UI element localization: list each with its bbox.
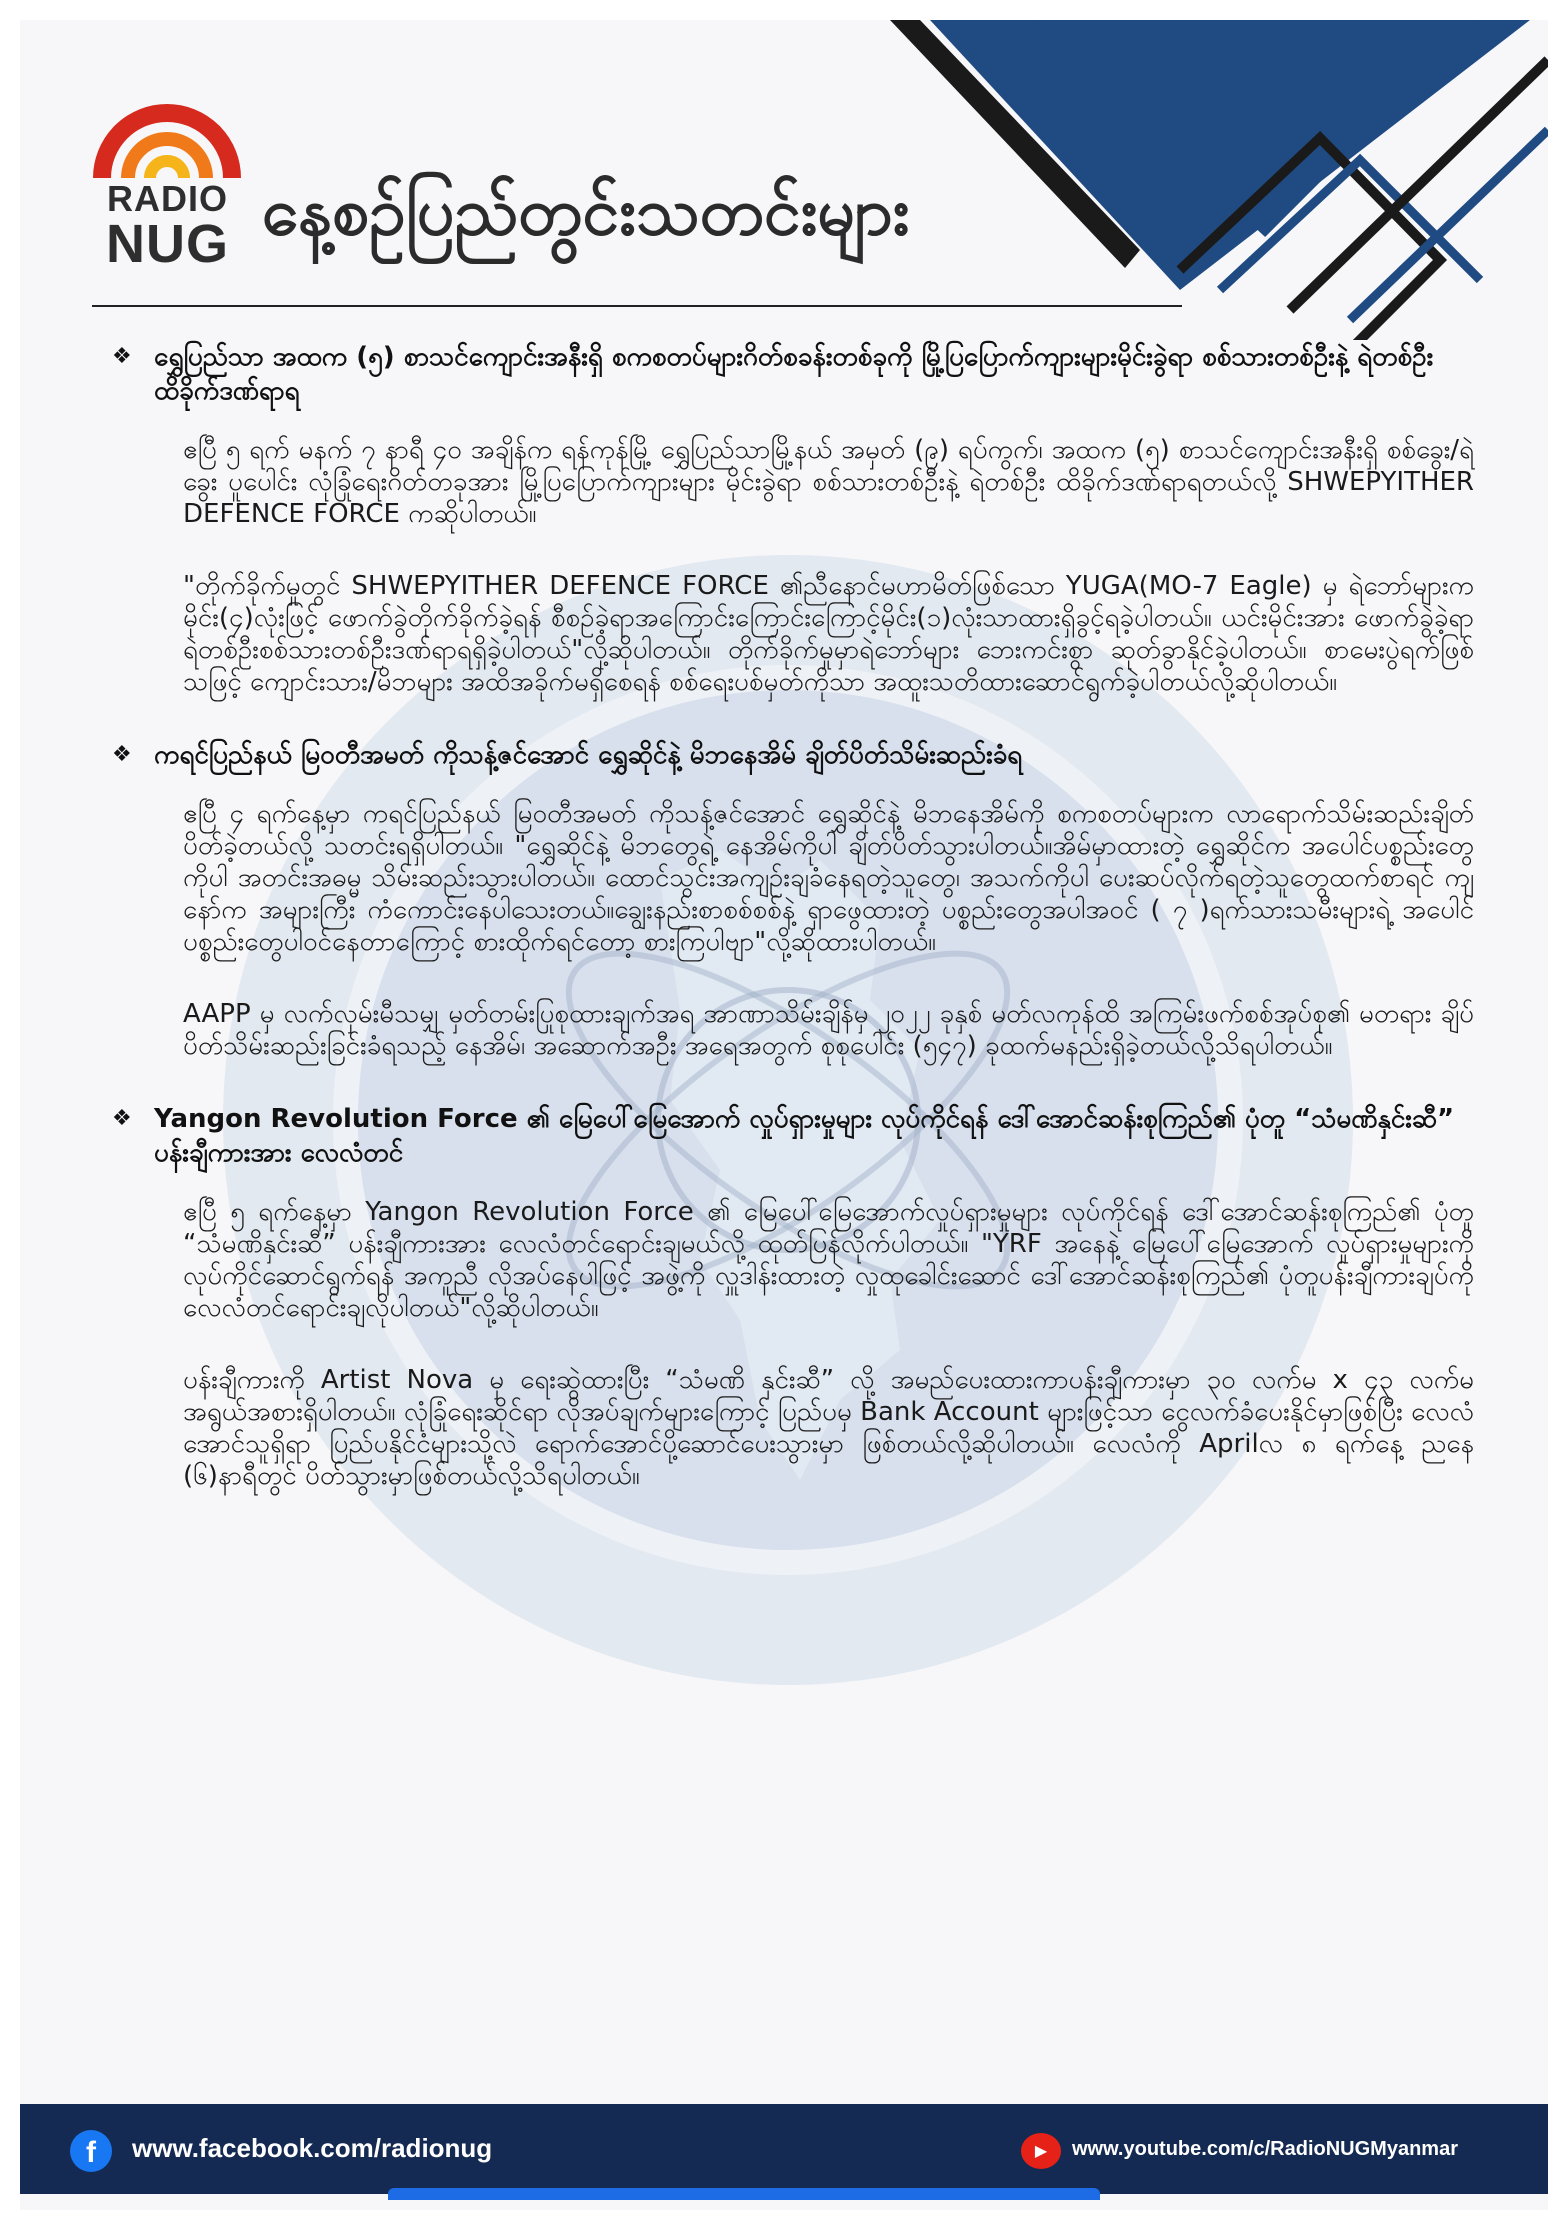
article-paragraph: AAPP မှ လက်လှမ်းမီသမျှ မှတ်တမ်းပြုစုထားချက်အရ အာဏာသိမ်းချိန်မှ ၂၀၂၂ ခုနှစ် မတ်လကုန်ထိ အကြမ်းဖက်စစ်အုပ်စု၏ မတရား ချိပ်ပိတ်သိမ်းဆည်းခြင်းခံရသည့် နေအိမ်၊ အဆောက်အဦး အရေအတွက် စုစုပေါင်း (၅၄၇) ခုထက်မနည်းရှိခဲ့တယ်လို့သိရပါတယ်။ [183, 999, 1474, 1061]
article-paragraph: ဧပြီ ၅ ရက် မနက် ၇ နာရီ ၄၀ အချိန်က ရန်ကုန်မြို့ ရွှေပြည်သာမြို့နယ် အမှတ် (၉) ရပ်ကွက်၊ အထက (၅) စာသင်ကျောင်းအနီးရှိ စစ်ခွေး/ရဲခွေး ပူပေါင်း လုံခြုံရေးဂိတ်တခုအား မြို့ပြပြောက်ကျားများ မိုင်းခွဲရာ စစ်သားတစ်ဦးနဲ့ ရဲတစ်ဦး ထိခိုက်ဒဏ်ရာရတယ်လို့ SHWEPYITHER DEFENCE FORCE ကဆိုပါတယ်။ [183, 435, 1474, 529]
article-heading [112, 1102, 1474, 1170]
article-paragraph: ပန်းချီကားကို Artist Nova မှ ရေးဆွဲထားပြီး “သံမဏိ နှင်းဆီ” လို့ အမည်ပေးထားကာပန်းချီကားမှာ ၃၀ လက်မ x ၄၃ လက်မ အရွယ်အစားရှိပါတယ်။ လုံခြုံရေးဆိုင်ရာ လိုအပ်ချက်များကြောင့် ပြည်ပမှ Bank Account များဖြင့်သာ ငွေလက်ခံပေးနိုင်မှာဖြစ်ပြီး လေလံအောင်သူရှိရာ ပြည်ပနိုင်ငံများသို့လဲ ရောက်အောင်ပို့ဆောင်ပေးသွားမှာ ဖြစ်တယ်လို့ဆိုပါတယ်။ လေလံကို Aprilလ ၈ ရက်နေ့ ညနေ (၆)နာရီတွင် ပိတ်သွားမှာဖြစ်တယ်လို့သိရပါတယ်။ [183, 1365, 1474, 1491]
logo-nug-text: NUG [106, 214, 229, 274]
article-heading-text: ရွှေပြည်သာ အထက (၅) စာသင်ကျောင်းအနီးရှိ စကစတပ်များဂိတ်စခန်းတစ်ခုကို မြို့ပြပြောက်ကျားများမိုင်းခွဲရာ စစ်သားတစ်ဦးနဲ့ ရဲတစ်ဦး ထိခိုက်ဒဏ်ရာရ [154, 342, 1434, 406]
facebook-link[interactable]: www.facebook.com/radionug [132, 2133, 493, 2163]
facebook-icon[interactable]: f [70, 2130, 112, 2172]
footer-accent-strip [388, 2188, 1100, 2200]
article-1 [112, 340, 1474, 698]
youtube-link[interactable]: www.youtube.com/c/RadioNUGMyanmar [1072, 2138, 1458, 2160]
logo-radio-text: RADIO [107, 178, 228, 219]
youtube-icon[interactable]: ▶ [1021, 2133, 1061, 2169]
article-paragraph: "တိုက်ခိုက်မှုတွင် SHWEPYITHER DEFENCE FORCE ၏ညီနောင်မဟာမိတ်ဖြစ်သော YUGA(MO-7 Eagle) မှ ရဲဘော်များက မိုင်း(၄)လုံးဖြင့် ဖောက်ခွဲတိုက်ခိုက်ခဲ့ရန် စီစဉ်ခဲ့ရာအကြောင်းကြောင်းကြောင့်မိုင်း(၁)လုံးသာထားရှိခွင့်ရခဲ့ပါတယ်။ ယင်းမိုင်းအား ဖောက်ခွဲခဲ့ရာ ရဲတစ်ဦးစစ်သားတစ်ဦးဒဏ်ရာရရှိခဲ့ပါတယ်"လို့ဆိုပါတယ်။ တိုက်ခိုက်မှုမှာရဲဘော်များ ဘေးကင်းစွာ ဆုတ်ခွာနိုင်ခဲ့ပါတယ်။ စာမေးပွဲရက်ဖြစ်သဖြင့် ကျောင်းသား/မိဘများ အထိအခိုက်မရှိစေရန် စစ်ရေးပစ်မှတ်ကိုသာ အထူးသတိထားဆောင်ရွက်ခဲ့ပါတယ်လို့ဆိုပါတယ်။ [183, 571, 1474, 697]
article-paragraph: ဧပြီ ၅ ရက်နေ့မှာ Yangon Revolution Force ၏ မြေပေါ်မြေအောက်လှုပ်ရှားမှုများ လုပ်ကိုင်ရန် ဒေါ်အောင်ဆန်းစုကြည်၏ ပုံတူ “သံမဏိနှင်းဆီ” ပန်းချီကားအား လေလံတင်ရောင်းချမယ်လို့ ထုတ်ပြန်လိုက်ပါတယ်။ "YRF အနေနဲ့ မြေပေါ်မြေအောက် လှုပ်ရှားမှုများကို လုပ်ကိုင်ဆောင်ရွက်ရန် အကူညီ လိုအပ်နေပါဖြင့် အဖွဲ့ကို လှူဒါန်းထားတဲ့ လှုထုခေါင်းဆောင် ဒေါ်အောင်ဆန်းစုကြည်၏ ပုံတူပန်းချီကားချပ်ကို လေလံတင်ရောင်းချလိုပါတယ်"လို့ဆိုပါတယ်။ [183, 1197, 1474, 1323]
article-heading [112, 738, 1474, 772]
news-content [112, 340, 1474, 1532]
article-heading [112, 340, 1474, 408]
article-paragraph: ဧပြီ ၄ ရက်နေ့မှာ ကရင်ပြည်နယ် မြဝတီအမတ် ကိုသန့်ဇင်အောင် ရွှေဆိုင်နဲ့ မိဘနေအိမ်ကို စကစတပ်များက လာရောက်သိမ်းဆည်းချိတ်ပိတ်ခဲ့တယ်လို့ သတင်းရရှိပါတယ်။ "ရွှေဆိုင်နဲ့ မိဘတွေရဲ့ နေအိမ်ကိုပါ ချိတ်ပိတ်သွားပါတယ်။အိမ်မှာထားတဲ့ ရွှေဆိုင်က အပေါင်ပစ္စည်းတွေကိုပါ အတင်းအဓမ္မ သိမ်းဆည်းသွားပါတယ်။ ထောင်သွင်းအကျဉ်းချခံနေရတဲ့သူတွေ၊ အသက်ကိုပါ ပေးဆပ်လိုက်ရတဲ့သူတွေထက်စာရင် ကျနော်က အများကြီး ကံကောင်းနေပါသေးတယ်။ချွေးနည်းစာစစ်စစ်နဲ့ ရှာဖွေထားတဲ့ ပစ္စည်းတွေအပါအဝင် ( ၇ )ရက်သားသမီးများရဲ့ အပေါင်ပစ္စည်းတွေပါဝင်နေတာကြောင့် စားထိုက်ရင်တော့ စားကြပါဗျာ"လို့ဆိုထားပါတယ်။ [183, 799, 1474, 957]
diamond-bullet-icon: ❖ [112, 1106, 132, 1131]
diamond-bullet-icon: ❖ [112, 344, 132, 369]
article-heading-text: ကရင်ပြည်နယ် မြဝတီအမတ် ကိုသန့်ဇင်အောင် ရွှေဆိုင်နဲ့ မိဘနေအိမ် ချိတ်ပိတ်သိမ်းဆည်းခံရ [154, 740, 1023, 770]
article-2 [112, 738, 1474, 1062]
article-heading-text: Yangon Revolution Force ၏ မြေပေါ်မြေအောက် လှုပ်ရှားမှုများ လုပ်ကိုင်ရန် ဒေါ်အောင်ဆန်းစုကြည်၏ ပုံတူ “သံမဏိနှင်းဆီ” ပန်းချီကားအား လေလံတင် [154, 1104, 1455, 1168]
article-3 [112, 1102, 1474, 1492]
title-divider [92, 305, 1182, 307]
diamond-bullet-icon: ❖ [112, 742, 132, 767]
page-title: နေ့စဉ်ပြည်တွင်းသတင်းများ [262, 173, 910, 250]
